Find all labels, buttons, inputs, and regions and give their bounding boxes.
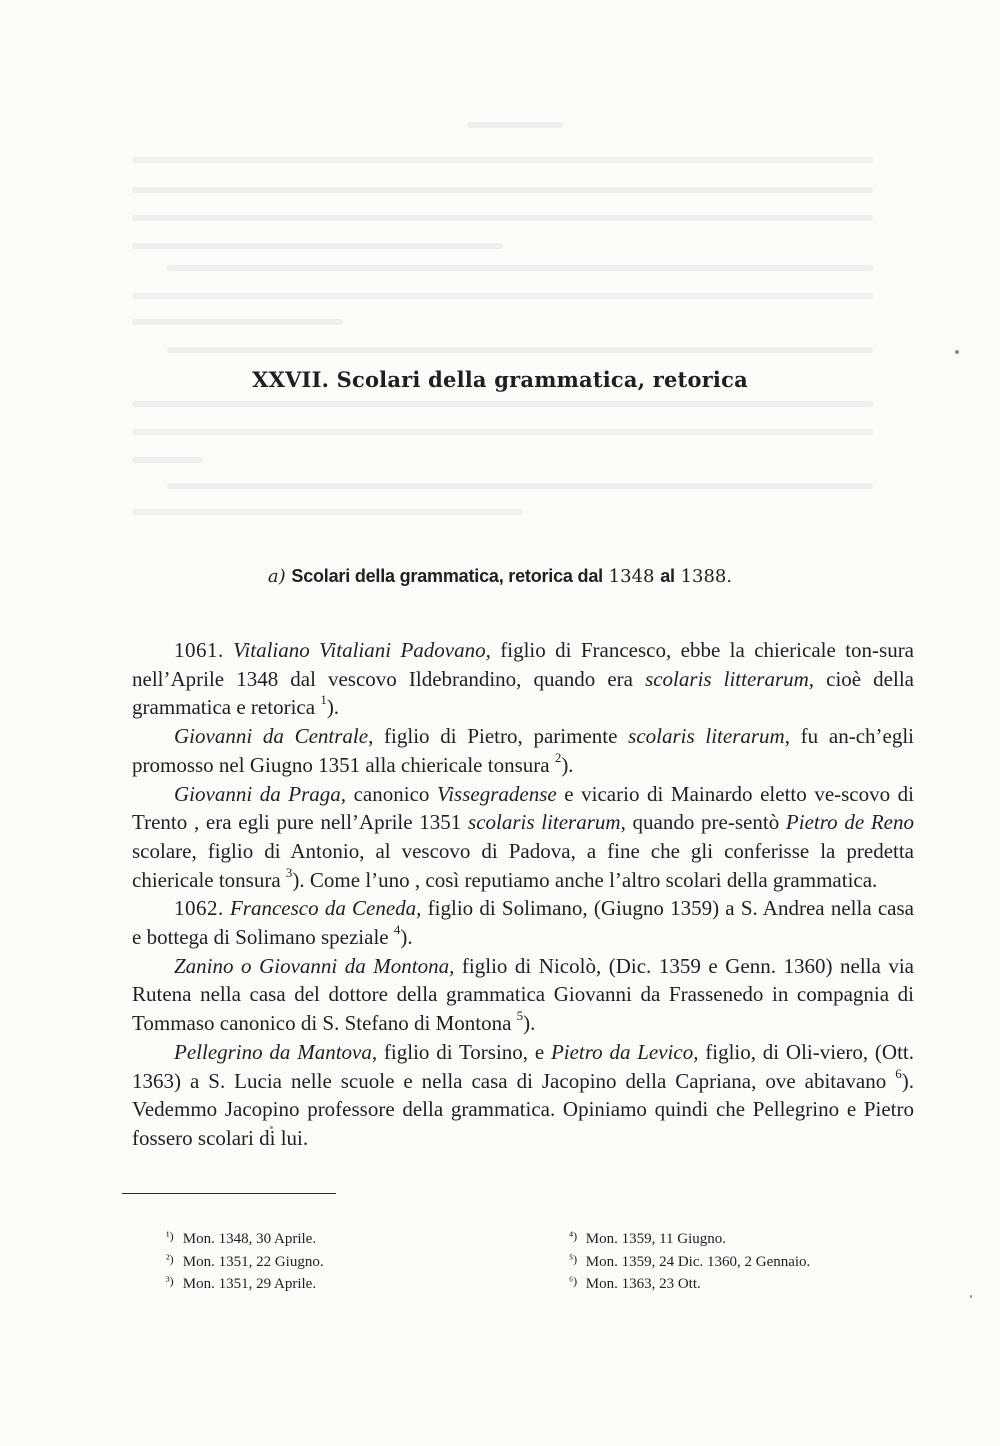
- paragraph-text: figlio, di Oli-viero, (Ott. 1363) a S. Lucia nelle scuole e nella casa di Jacopino della Capriana, ove abitavano: [132, 1039, 915, 1093]
- section-year-from: 1348: [608, 566, 655, 587]
- paragraph-centrale: [132, 722, 914, 779]
- paragraph-text: figlio di Francesco, ebbe la chiericale ton-sura nell’Aprile 1348 dal vescovo Ildebrandino, quando era: [132, 638, 915, 691]
- person-name: Pellegrino da Mantova,: [174, 1039, 378, 1064]
- footnote-text: Mon. 1359, 11 Giugno.: [585, 1231, 727, 1247]
- section-title: [0, 566, 1000, 587]
- paragraph-1061: [132, 636, 914, 722]
- footnote-ref: 5: [516, 1008, 524, 1024]
- footnote-1: [166, 1227, 324, 1250]
- footnote-text: Mon. 1348, 30 Aprile.: [182, 1231, 317, 1247]
- footnote-mark: ⁵): [569, 1251, 578, 1266]
- footnote-divider: [122, 1193, 336, 1194]
- footnote-4: [569, 1227, 810, 1250]
- paragraph-1062: [132, 894, 914, 951]
- paper-speck: [955, 350, 959, 354]
- paragraph-montona: [132, 952, 914, 1038]
- footnotes-column-left: [166, 1227, 324, 1295]
- paragraph-text: ). Come l’uno , così reputiamo anche l’altro scolari della grammatica.: [292, 867, 878, 892]
- person-name: Zanino o Giovanni da Montona,: [174, 953, 455, 978]
- footnote-ref: 6: [895, 1065, 902, 1081]
- paragraph-text: scolare, figlio di Antonio, al vescovo di Padova, a fine che gli conferisse la predetta chiericale tonsura: [132, 838, 914, 892]
- latin-term: Vissegradense: [436, 781, 557, 806]
- footnote-ref: 4: [393, 922, 401, 938]
- footnote-mark: ¹): [166, 1229, 174, 1243]
- footnote-text: Mon. 1351, 29 Aprile.: [182, 1276, 317, 1292]
- latin-term: scolaris litterarum,: [645, 666, 815, 691]
- footnote-6: [569, 1272, 810, 1295]
- paper-speck: [970, 1295, 972, 1298]
- paragraph-text: quando pre-sentò: [625, 810, 786, 835]
- section-year-to: 1388.: [680, 566, 733, 587]
- footnote-ref: 3: [285, 864, 293, 880]
- footnote-text: Mon. 1351, 22 Giugno.: [182, 1253, 324, 1270]
- paragraph-text: ).: [523, 1011, 536, 1036]
- section-heading-connector: al: [660, 566, 675, 586]
- paragraph-text: figlio di Solimano, (Giugno 1359) a S. Andrea nella casa e bottega di Solimano speziale: [132, 896, 914, 950]
- entry-number: 1062.: [174, 896, 224, 921]
- person-name: Francesco da Ceneda,: [229, 896, 422, 921]
- paragraph-mantova: [132, 1038, 914, 1153]
- latin-term: scolaris literarum,: [468, 810, 626, 835]
- footnote-text: Mon. 1363, 23 Ott.: [585, 1276, 701, 1292]
- person-name: Pietro de Reno: [785, 810, 914, 835]
- footnote-ref: 1: [320, 692, 327, 708]
- person-name: Giovanni da Praga,: [174, 781, 347, 806]
- footnote-mark: ⁶): [569, 1274, 578, 1288]
- paragraph-text: e vicario di Mainardo eletto ve-scovo di Trento , era egli pure nell’Aprile 1351: [132, 781, 915, 835]
- paragraph-text: ). Vedemmo Jacopino professore della grammatica. Opiniamo quindi che Pellegrino e Pietro fossero scolari di lui.: [132, 1068, 914, 1150]
- paragraph-text: canonico: [346, 781, 437, 806]
- paragraph-text: ).: [400, 925, 413, 950]
- footnote-5: [569, 1250, 810, 1273]
- footnote-mark: ⁴): [569, 1229, 578, 1243]
- footnote-mark: ²): [166, 1251, 174, 1266]
- footnote-2: [166, 1250, 324, 1273]
- show-through-texture: [0, 0, 1000, 540]
- main-text: [132, 636, 914, 1153]
- footnote-mark: ³): [166, 1274, 174, 1288]
- paragraph-text: , figlio di Pietro, parimente: [368, 724, 629, 749]
- chapter-title: XXVII. Scolari della grammatica, retorica: [252, 367, 748, 392]
- section-letter: a): [267, 566, 286, 587]
- footnotes-column-right: [569, 1227, 810, 1295]
- section-heading-text: Scolari della grammatica, retorica dal: [291, 566, 603, 586]
- latin-term: scolaris literarum: [628, 724, 785, 749]
- entry-number: 1061.: [174, 638, 224, 662]
- person-name: Vitaliano Vitaliani Padovano,: [233, 638, 491, 662]
- paragraph-text: figlio di Nicolò, (Dic. 1359 e Genn. 1360) nella via Rutena nella casa del dottore della grammatica Giovanni da Frassenedo in compagnia di Tommaso canonico di S. Stefano di Montona: [132, 953, 914, 1036]
- paragraph-text: cioè della grammatica e retorica: [132, 666, 914, 720]
- footnote-3: [166, 1272, 324, 1295]
- paragraph-text: ).: [326, 695, 340, 720]
- paragraph-text: , fu an-ch’egli promosso nel Giugno 1351 alla chiericale tonsura: [132, 724, 914, 777]
- footnote-text: Mon. 1359, 24 Dic. 1360, 2 Gennaio.: [585, 1253, 811, 1270]
- person-name: Giovanni da Centrale: [174, 724, 369, 749]
- paragraph-praga: [132, 780, 914, 895]
- paragraph-text: figlio di Torsino, e: [377, 1039, 551, 1064]
- paragraph-text: ).: [561, 752, 574, 777]
- person-name: Pietro da Levico,: [550, 1039, 699, 1064]
- footnote-ref: 2: [554, 749, 562, 765]
